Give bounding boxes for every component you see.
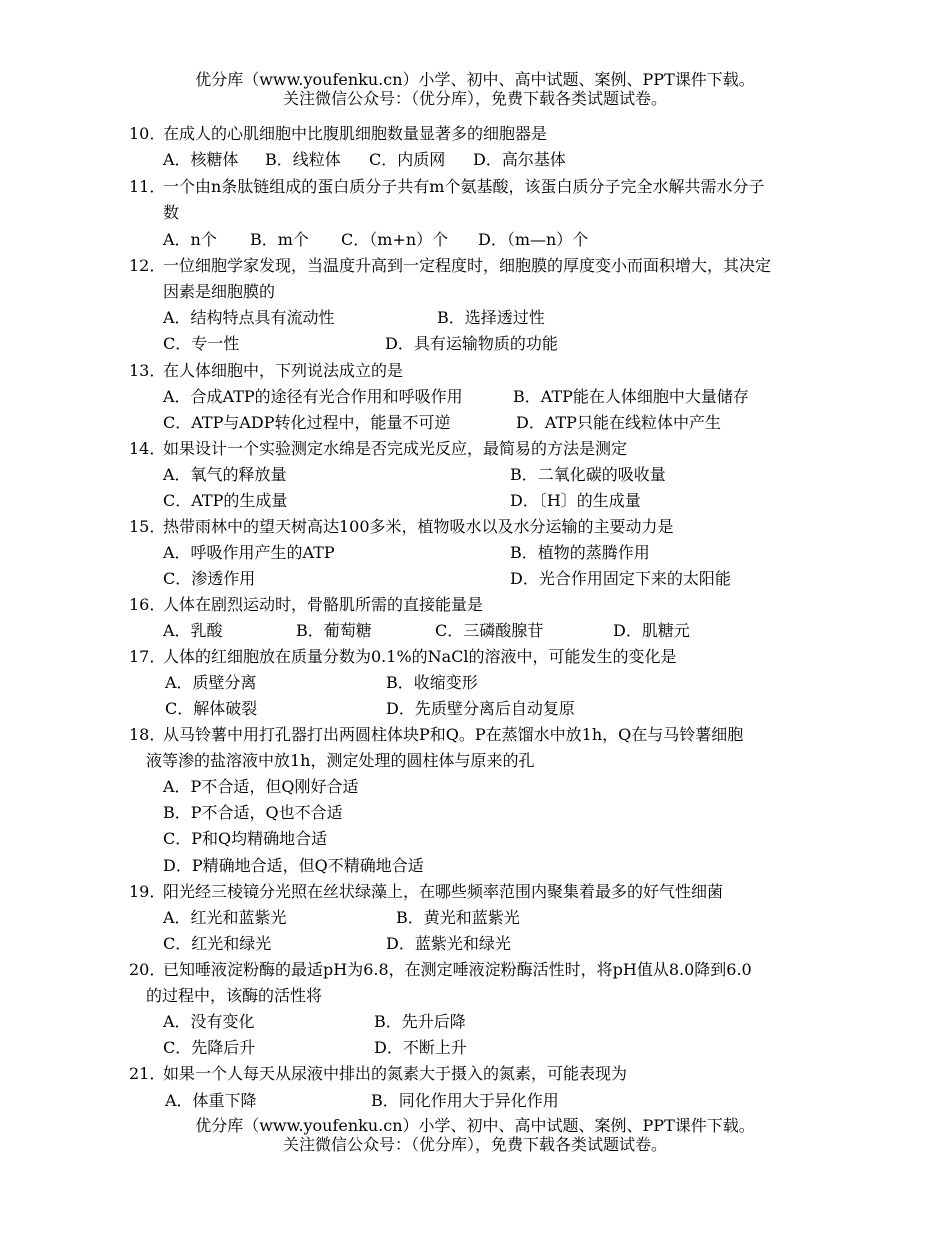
question-number: 19． [129,882,166,901]
option-c[interactable]: C．P和Q均精确地合适 [163,829,328,848]
option-d[interactable]: D．（m—n）个 [478,230,589,249]
question-number: 16． [129,595,166,614]
option-b[interactable]: B．葡萄糖 [296,621,372,640]
option-c[interactable]: C．ATP的生成量 [163,491,288,510]
option-a[interactable]: A．氧气的释放量 [163,465,287,484]
option-c[interactable]: C．（m+n）个 [341,230,449,249]
header-line-1: 优分库（www.youfenku.cn）小学、初中、高中试题、案例、PPT课件下载。 [195,70,755,89]
option-c[interactable]: C．红光和绿光 [163,934,272,953]
option-a[interactable]: A．体重下降 [165,1091,257,1110]
option-d[interactable]: D．ATP只能在线粒体中产生 [516,413,721,432]
option-c[interactable]: C．ATP与ADP转化过程中，能量不可逆 [163,413,451,432]
option-b[interactable]: B．ATP能在人体细胞中大量储存 [513,387,749,406]
option-d[interactable]: D．不断上升 [374,1038,467,1057]
question-number: 20． [129,960,166,979]
question-number: 13． [129,361,166,380]
question-text: 在成人的心肌细胞中比腹肌细胞数量显著多的细胞器是 [163,124,548,143]
option-c[interactable]: C．解体破裂 [165,699,258,718]
option-a[interactable]: A．P不合适，但Q刚好合适 [163,777,359,796]
option-a[interactable]: A．乳酸 [163,621,223,640]
question-text: 如果设计一个实验测定水绵是否完成光反应，最简易的方法是测定 [163,439,628,458]
question-text: 人体的红细胞放在质量分数为0.1%的NaCl的溶液中，可能发生的变化是 [163,647,677,666]
option-d[interactable]: D．蓝紫光和绿光 [386,934,511,953]
question-number: 18． [129,725,166,744]
question-text: 如果一个人每天从尿液中排出的氮素大于摄入的氮素，可能表现为 [163,1064,628,1083]
question-number: 14． [129,439,166,458]
question-text: 人体在剧烈运动时，骨骼肌所需的直接能量是 [163,595,484,614]
header-line-2: 关注微信公众号：（优分库），免费下载各类试题试卷。 [282,89,667,108]
option-a[interactable]: A．没有变化 [163,1012,255,1031]
option-c[interactable]: C．专一性 [163,334,240,353]
option-b[interactable]: B．先升后降 [374,1012,466,1031]
option-c[interactable]: C．先降后升 [163,1038,256,1057]
question-text: 从马铃薯中用打孔器打出两圆柱体块P和Q。P在蒸馏水中放1h，Q在与马铃薯细胞 [163,725,744,744]
footer-line-1: 优分库（www.youfenku.cn）小学、初中、高中试题、案例、PPT课件下载。 [195,1116,755,1135]
option-d[interactable]: D．〔H〕的生成量 [510,491,641,510]
option-b[interactable]: B．植物的蒸腾作用 [510,543,650,562]
footer-line-2: 关注微信公众号：（优分库），免费下载各类试题试卷。 [282,1135,667,1154]
page-header [0,70,950,108]
option-a[interactable]: A．核糖体 [163,150,239,169]
question-number: 12． [129,256,166,275]
option-d[interactable]: D．P精确地合适，但Q不精确地合适 [163,856,424,875]
option-d[interactable]: D．具有运输物质的功能 [385,334,558,353]
question-text: 在人体细胞中，下列说法成立的是 [163,361,404,380]
option-d[interactable]: D．光合作用固定下来的太阳能 [510,569,731,588]
option-b[interactable]: B．二氧化碳的吸收量 [510,465,666,484]
option-a[interactable]: A．n个 [163,230,217,249]
option-d[interactable]: D．先质壁分离后自动复原 [386,699,575,718]
question-number: 11． [129,177,166,196]
option-b[interactable]: B．收缩变形 [386,673,478,692]
option-a[interactable]: A．红光和蓝紫光 [163,908,287,927]
option-d[interactable]: D．高尔基体 [473,150,566,169]
question-text: 热带雨林中的望天树高达100多米，植物吸水以及水分运输的主要动力是 [163,517,674,536]
question-text: 一个由n条肽链组成的蛋白质分子共有m个氨基酸，该蛋白质分子完全水解共需水分子 [163,177,765,196]
option-b[interactable]: B．m个 [250,230,309,249]
question-number: 10． [129,124,166,143]
question-text: 阳光经三棱镜分光照在丝状绿藻上，在哪些频率范围内聚集着最多的好气性细菌 [163,882,724,901]
option-b[interactable]: B．黄光和蓝紫光 [396,908,520,927]
option-b[interactable]: B．同化作用大于异化作用 [371,1091,559,1110]
option-b[interactable]: B．选择透过性 [437,308,545,327]
option-b[interactable]: B．P不合适，Q也不合适 [163,803,343,822]
option-a[interactable]: A．结构特点具有流动性 [163,308,335,327]
option-c[interactable]: C．内质网 [369,150,446,169]
option-a[interactable]: A．呼吸作用产生的ATP [163,543,335,562]
option-c[interactable]: C．渗透作用 [163,569,256,588]
option-b[interactable]: B．线粒体 [265,150,341,169]
option-d[interactable]: D．肌糖元 [613,621,690,640]
question-number: 21． [129,1064,166,1083]
question-text: 一位细胞学家发现，当温度升高到一定程度时，细胞膜的厚度变小而面积增大，其决定 [163,256,772,275]
option-a[interactable]: A．质壁分离 [165,673,257,692]
question-text: 已知唾液淀粉酶的最适pH为6.8，在测定唾液淀粉酶活性时，将pH值从8.0降到6.0 [163,960,752,979]
question-number: 15． [129,517,166,536]
question-number: 17． [129,647,166,666]
option-a[interactable]: A．合成ATP的途径有光合作用和呼吸作用 [163,387,463,406]
option-c[interactable]: C．三磷酸腺苷 [435,621,544,640]
page-footer [0,1116,950,1154]
